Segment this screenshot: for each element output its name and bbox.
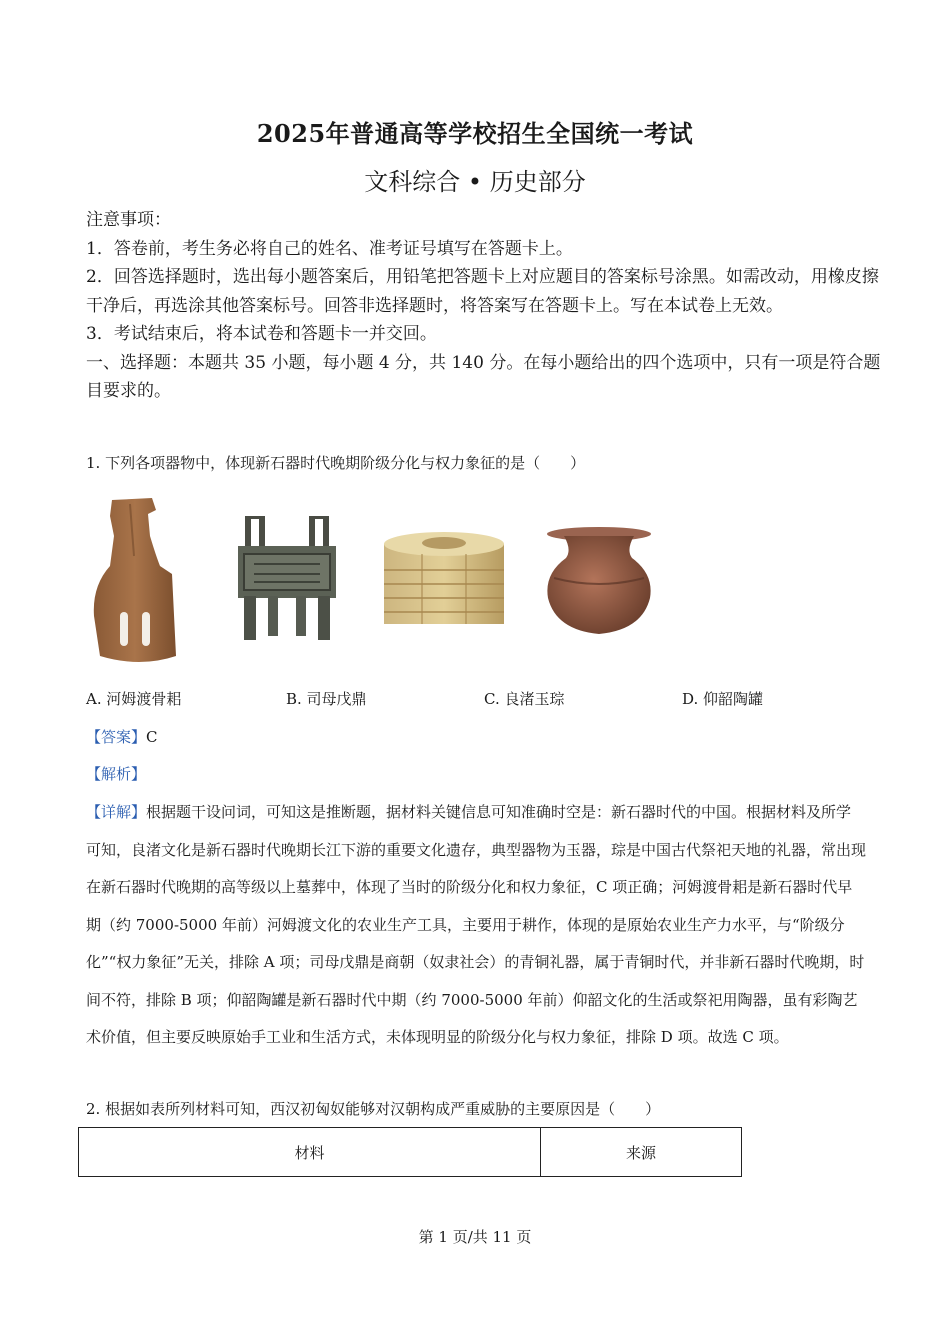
question-1-stem: 1. 下列各项器物中，体现新石器时代晚期阶级分化与权力象征的是（ ） [86,454,586,472]
material-table [78,1127,742,1177]
artifact-images [0,490,950,670]
option-d: D. 仰韶陶罐 [682,690,764,708]
option-c: C. 良渚玉琮 [484,690,565,708]
instructions-heading: 注意事项： [86,210,171,230]
detail-text: 根据题干设问词，可知这是推断题，据材料关键信息可知准确时空是：新石器时代的中国。根据材料及所学可知，良渚文化是新石器时代晚期长江下游的重要文化遗存，典型器物为玉器，琮是中国古代祭祀天地的礼器，常出现在新石器时代晚期的高等级以上墓葬中，体现了当时的阶级分化和权力象征，C 项正确；河姆渡骨耜是新石器时代早期（约 7000-5000 年前）河姆渡文化的农业生产工具，主要用于耕作，体现的是原始农业生产力水平，与“阶级分化”“权力象征”无关，排除 A 项；司母戊鼎是商朝（奴隶社会）的青铜礼器，属于青铜时代，并非新石器时代晚期，时间不符，排除 B 项；仰韶陶罐是新石器时代中期（约 7000-5000 年前）仰韶文化的生活或祭祀用陶器，虽有彩陶艺术价值，但主要反映原始手工业和生活方式，未体现明显的阶级分化与权力象征，排除 D 项。故选 C 项。 [86,803,867,1046]
answer-label: 【答案】 [86,728,147,746]
jade-cong-image [382,530,506,628]
question-2-stem: 2. 根据如表所列材料可知，西汉初匈奴能够对汉朝构成严重威胁的主要原因是（ ） [86,1100,661,1118]
page-number: 第 1 页/共 11 页 [418,1228,532,1246]
exam-subtitle: 文科综合 • 历史部分 [364,168,586,196]
instruction-2: 2．回答选择题时，选出每小题答案后，用铅笔把答题卡上对应题目的答案标号涂黑。如需改动，用橡皮擦干净后，再选涂其他答案标号。回答非选择题时，将答案写在答题卡上。写在本试卷上无效。 [86,267,879,316]
section-heading: 一、选择题：本题共 35 小题，每小题 4 分，共 140 分。在每小题给出的四个选项中，只有一项是符合题目要求的。 [86,352,881,401]
bone-spade-image [90,496,180,666]
header-source: 来源 [541,1128,742,1177]
answer-line [86,726,158,747]
analysis-label: 【解析】 [86,765,147,783]
header-material: 材料 [79,1128,541,1177]
detail-explanation [86,794,866,1057]
option-b: B. 司母戊鼎 [286,690,367,708]
option-a: A. 河姆渡骨耜 [86,690,182,708]
bronze-ding-image [234,516,340,642]
table-header-row [79,1128,742,1177]
pottery-jar-image [542,526,656,638]
detail-label: 【详解】 [86,803,147,821]
instruction-1: 1．答卷前，考生务必将自己的姓名、准考证号填写在答题卡上。 [86,238,573,259]
instruction-3: 3．考试结束后，将本试卷和答题卡一并交回。 [86,324,437,344]
instructions [86,206,882,406]
answer-value: C [146,728,158,746]
exam-title: 2025年普通高等学校招生全国统一考试 [256,119,694,148]
